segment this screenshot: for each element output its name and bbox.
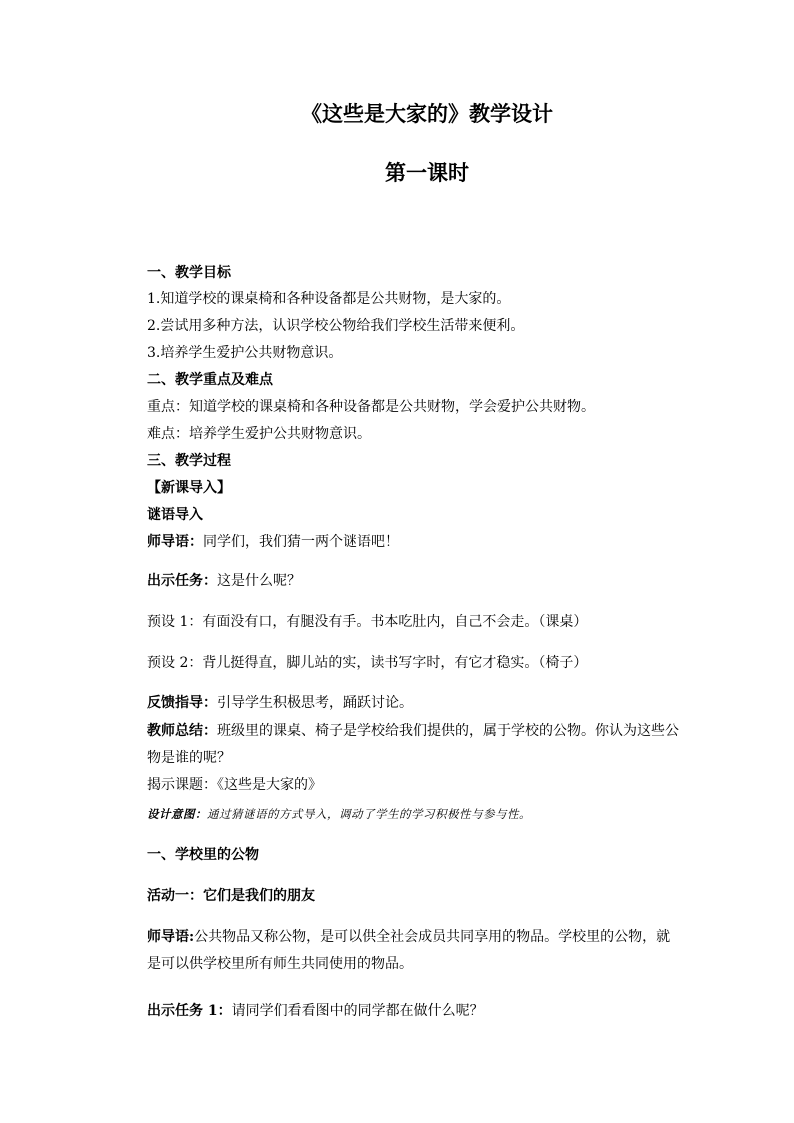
- new-lesson-heading: 【新课导入】: [147, 480, 231, 496]
- difficulty-text: 培养学生爱护公共财物意识。: [189, 426, 371, 442]
- task-1-line: [147, 1002, 484, 1020]
- design-intent-label: 设计意图：: [147, 807, 207, 821]
- preset-answer-2: 预设 2：背儿挺得直，脚儿站的实，读书写字时，有它才稳实。（椅子）: [147, 655, 588, 671]
- teacher-summary-text-1: 班级里的课桌、椅子是学校给我们提供的，属于学校的公物。你认为这些公: [217, 723, 679, 739]
- riddle-intro-heading: 谜语导入: [147, 507, 203, 523]
- teacher-summary-line-2: 物是谁的呢？: [147, 750, 231, 766]
- teacher-guide-1-label: 师导语：: [147, 534, 203, 550]
- objective-item-3: 3.培养学生爱护公共财物意识。: [147, 345, 343, 361]
- teacher-guide-2-line-1: [147, 928, 670, 946]
- lesson-period-title: 第一课时: [385, 160, 469, 185]
- preset-answer-1: 预设 1：有面没有口，有腿没有手。书本吃肚内，自己不会走。（课桌）: [147, 614, 588, 630]
- difficulty-label: 难点：: [147, 426, 189, 442]
- part-1-heading: 一、学校里的公物: [147, 847, 259, 863]
- section-process-heading: 三、教学过程: [147, 453, 231, 469]
- feedback-label: 反馈指导：: [147, 695, 217, 711]
- task-label: 出示任务：: [147, 573, 217, 589]
- teacher-summary-line-1: [147, 722, 679, 740]
- teacher-guide-1: [147, 533, 399, 551]
- design-intent-text: 通过猜谜语的方式导入，调动了学生的学习积极性与参与性。: [207, 807, 531, 821]
- feedback-line: [147, 694, 413, 712]
- task-line: [147, 572, 301, 590]
- objective-item-2: 2.尝试用多种方法，认识学校公物给我们学校生活带来便利。: [147, 318, 525, 334]
- document-title: 《这些是大家的》教学设计: [301, 101, 553, 126]
- teacher-guide-2-line-2: 是可以供学校里所有师生共同使用的物品。: [147, 956, 413, 972]
- teacher-summary-label: 教师总结：: [147, 723, 217, 739]
- section-objectives-heading: 一、教学目标: [147, 265, 231, 281]
- reveal-topic: 揭示课题：《这些是大家的》: [147, 777, 322, 793]
- design-intent: [147, 805, 531, 823]
- activity-1-heading: 活动一：它们是我们的朋友: [147, 888, 315, 904]
- task-text: 这是什么呢？: [217, 573, 301, 589]
- teacher-guide-1-text: 同学们，我们猜一两个谜语吧！: [203, 534, 399, 550]
- section-key-points-heading: 二、教学重点及难点: [147, 372, 273, 388]
- difficulty-line: [147, 425, 371, 443]
- teacher-guide-2-text-1: 公共物品又称公物，是可以供全社会成员共同享用的物品。学校里的公物，就: [194, 929, 671, 945]
- key-point-text: 知道学校的课桌椅和各种设备都是公共财物，学会爱护公共财物。: [189, 399, 595, 415]
- task-1-label: 出示任务 1：: [147, 1003, 232, 1019]
- feedback-text: 引导学生积极思考，踊跃讨论。: [217, 695, 413, 711]
- key-point-line: [147, 398, 595, 416]
- teacher-guide-2-label: 师导语:: [147, 929, 195, 945]
- task-1-text: 请同学们看看图中的同学都在做什么呢？: [231, 1003, 484, 1019]
- objective-item-1: 1.知道学校的课桌椅和各种设备都是公共财物，是大家的。: [147, 291, 511, 307]
- key-point-label: 重点：: [147, 399, 189, 415]
